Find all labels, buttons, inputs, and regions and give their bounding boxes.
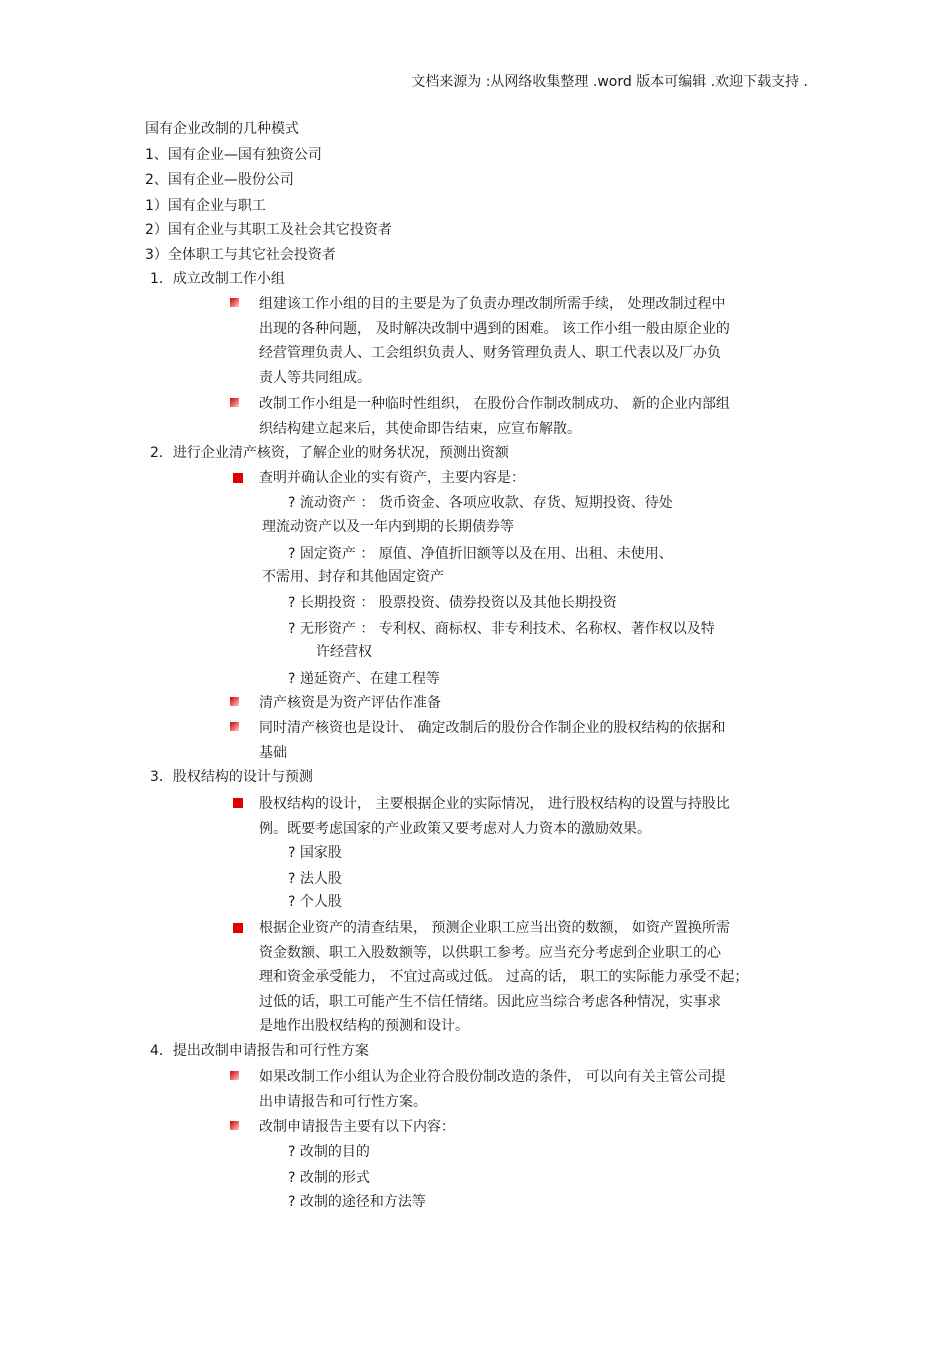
red-square-bullet-icon (230, 298, 239, 307)
doc-title: 国有企业改制的几种模式 (145, 121, 299, 137)
intangible-assets-item: ? 无形资产 ： 专利权、商标权、非专利技术、名称权、著作权以及特 (288, 621, 715, 637)
long-term-investment-item: ? 长期投资 ： 股票投资、债券投资以及其他长期投资 (288, 595, 617, 611)
red-square-bullet-icon (230, 1071, 239, 1080)
section-2-bullet-3: 同时清产核资也是设计、 确定改制后的股份合作制企业的股权结构的依据和 基础 (259, 720, 726, 761)
red-square-bullet-icon (230, 697, 239, 706)
current-assets-item-cont: 理流动资产以及一年内到期的长期债券等 (262, 519, 514, 535)
red-square-bullet-icon (230, 722, 239, 731)
current-assets-item: ? 流动资产 ： 货币资金、各项应收款、存货、短期投资、待处 (288, 495, 673, 511)
red-square-bullet-icon (230, 1121, 239, 1130)
red-square-bullet-icon (233, 923, 243, 933)
fixed-assets-item-cont: 不需用、封存和其他固定资产 (262, 569, 444, 585)
fixed-assets-item: ? 固定资产 ： 原值、净值折旧额等以及在用、出租、未使用、 (288, 546, 673, 562)
section-3-bullet-2: 根据企业资产的清查结果， 预测企业职工应当出资的数额， 如资产置换所需 资金数额、职工入股数额等，以供职工参考。应当充分考虑到企业职工的心 理和资金承受能力， 不宜过高或过低。 过高的话， 职工的实际能力承受不起； 过低的话，职工可能产生不信任情绪。因此应当综合考虑各种情况，实事求 是地作出股权结构的预测和设计。 (259, 920, 749, 1034)
section-3-bullet-1: 股权结构的设计， 主要根据企业的实际情况， 进行股权结构的设置与持股比 例。既要考虑国家的产业政策又要考虑对人力资本的激励效果。 (259, 796, 730, 837)
reform-purpose-item: ? 改制的目的 (288, 1144, 370, 1160)
mode-2: 2、国有企业—股份公司 (145, 172, 294, 188)
reform-form-item: ? 改制的形式 (288, 1170, 370, 1186)
individual-shares-item: ? 个人股 (288, 894, 342, 910)
section-2-bullet-1: 查明并确认企业的实有资产，主要内容是： (259, 470, 525, 486)
section-4-bullet-2: 改制申请报告主要有以下内容： (259, 1119, 455, 1135)
section-3-heading: 3．股权结构的设计与预测 (150, 769, 313, 785)
section-2-heading: 2．进行企业清产核资，了解企业的财务状况，预测出资额 (150, 445, 509, 461)
state-shares-item: ? 国家股 (288, 845, 342, 861)
mode-2-sub-1: 1）国有企业与职工 (145, 198, 266, 214)
mode-2-sub-3: 3）全体职工与其它社会投资者 (145, 247, 336, 263)
section-1-heading: 1．成立改制工作小组 (150, 271, 285, 287)
deferred-assets-item: ? 递延资产、在建工程等 (288, 671, 440, 687)
intangible-assets-item-cont: 许经营权 (316, 644, 372, 660)
section-4-bullet-1: 如果改制工作小组认为企业符合股份制改造的条件， 可以向有关主管公司提 出申请报告和可行性方案。 (259, 1069, 726, 1110)
red-square-bullet-icon (233, 473, 243, 483)
mode-1: 1、国有企业—国有独资公司 (145, 147, 322, 163)
reform-method-item: ? 改制的途径和方法等 (288, 1194, 426, 1210)
legal-person-shares-item: ? 法人股 (288, 871, 342, 887)
section-2-bullet-2: 清产核资是为资产评估作准备 (259, 695, 441, 711)
red-square-bullet-icon (230, 398, 239, 407)
page-header: 文档来源为 :从网络收集整理 .word 版本可编辑 .欢迎下载支持 . (411, 74, 808, 90)
section-1-bullet-2: 改制工作小组是一种临时性组织， 在股份合作制改制成功、 新的企业内部组 织结构建立起来后，其使命即告结束，应宣布解散。 (259, 396, 730, 437)
red-square-bullet-icon (233, 798, 243, 808)
section-1-bullet-1: 组建该工作小组的目的主要是为了负责办理改制所需手续， 处理改制过程中 出现的各种问题， 及时解决改制中遇到的困难。 该工作小组一般由原企业的 经营管理负责人、工会组织负责人、财务管理负责人、职工代表以及厂办负 责人等共同组成。 (259, 296, 730, 386)
section-4-heading: 4．提出改制申请报告和可行性方案 (150, 1043, 369, 1059)
mode-2-sub-2: 2）国有企业与其职工及社会其它投资者 (145, 222, 392, 238)
